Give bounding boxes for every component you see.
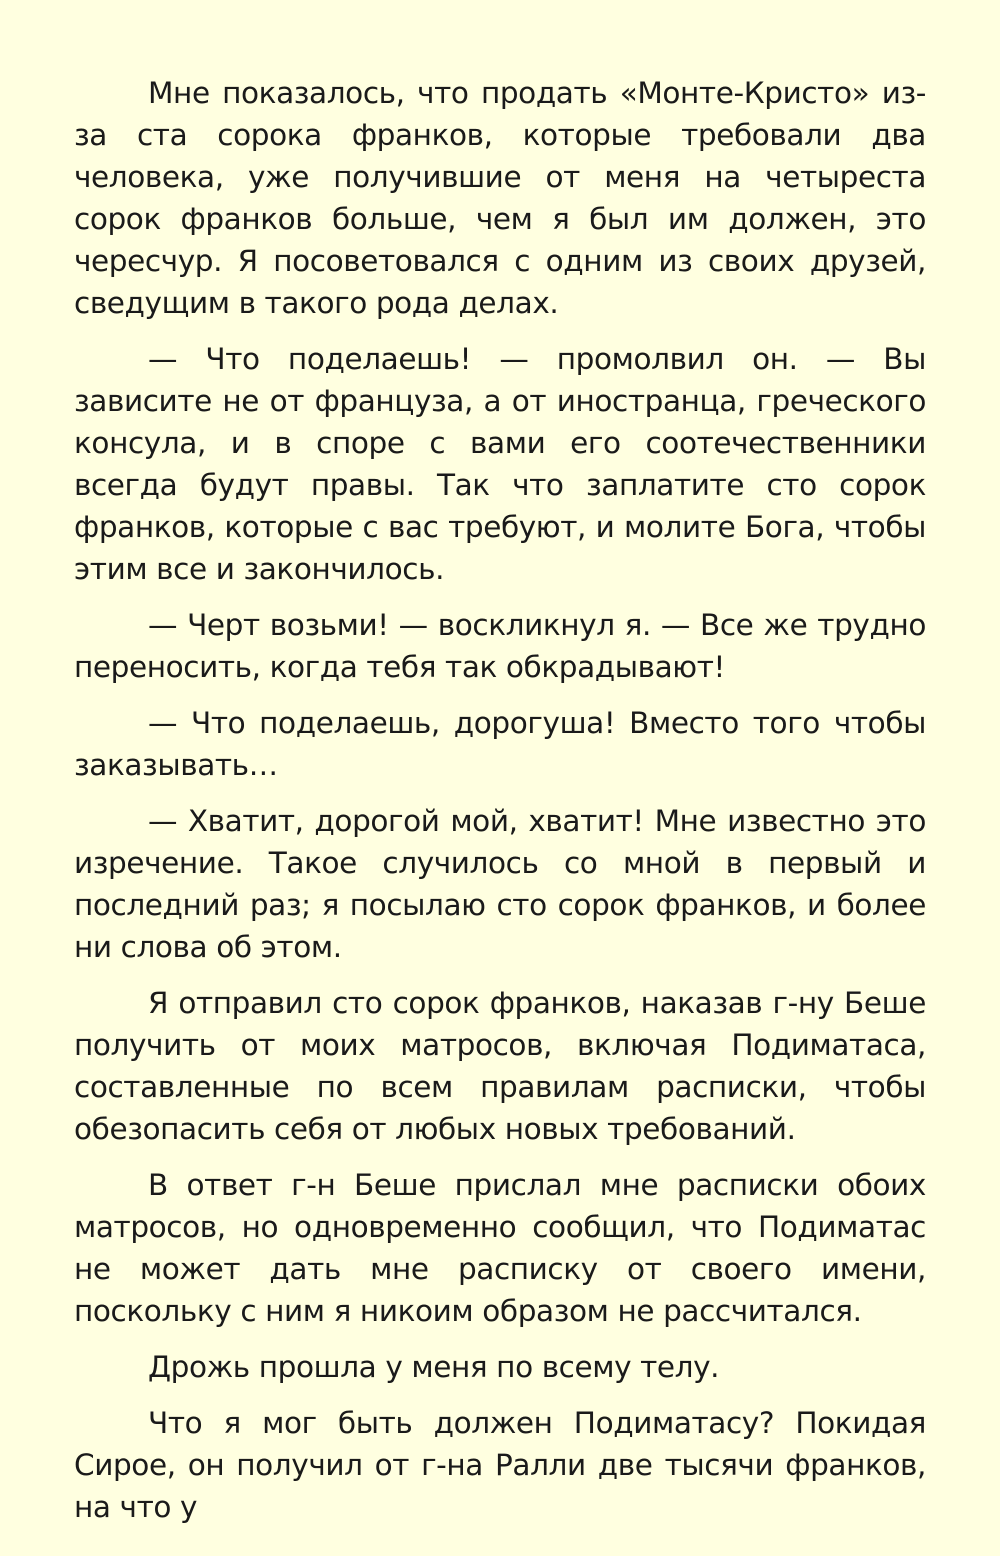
paragraph: Дрожь прошла у меня по всему телу. — [148, 1350, 720, 1384]
paragraph: — Черт возьми! — воскликнул я. — Все же трудно переносить, когда тебя так обкрадывают! — [74, 608, 926, 684]
page-body — [74, 72, 926, 1542]
paragraph: — Что поделаешь, дорогуша! Вместо того чтобы заказывать… — [74, 706, 926, 782]
paragraph: В ответ г-н Беше прислал мне расписки обоих матросов, но одновременно сообщил, что Подиматас не может дать мне расписку от своего имени, поскольку с ним я никоим образом не рассчитался. — [74, 1168, 926, 1328]
paragraph: Что я мог быть должен Подиматасу? Покидая Сирое, он получил от г-на Ралли две тысячи франков, на что у — [74, 1406, 926, 1524]
paragraph: Мне показалось, что продать «Монте-Кристо» из-за ста сорока франков, которые требовали два человека, уже получившие от меня на четыреста сорок франков больше, чем я был им должен, это чересчур. Я посоветовался с одним из своих друзей, сведущим в такого рода делах. — [74, 76, 926, 320]
paragraph: — Что поделаешь! — промолвил он. — Вы зависите не от француза, а от иностранца, греческого консула, и в споре с вами его соотечественники всегда будут правы. Так что заплатите сто сорок франков, которые с вас требуют, и молите Бога, чтобы этим все и закончилось. — [74, 342, 926, 586]
paragraph: — Хватит, дорогой мой, хватит! Мне известно это изречение. Такое случилось со мной в первый и последний раз; я посылаю сто сорок франков, и более ни слова об этом. — [74, 804, 926, 964]
paragraph: Я отправил сто сорок франков, наказав г-ну Беше получить от моих матросов, включая Подиматаса, составленные по всем правилам расписки, чтобы обезопасить себя от любых новых требований. — [74, 986, 926, 1146]
